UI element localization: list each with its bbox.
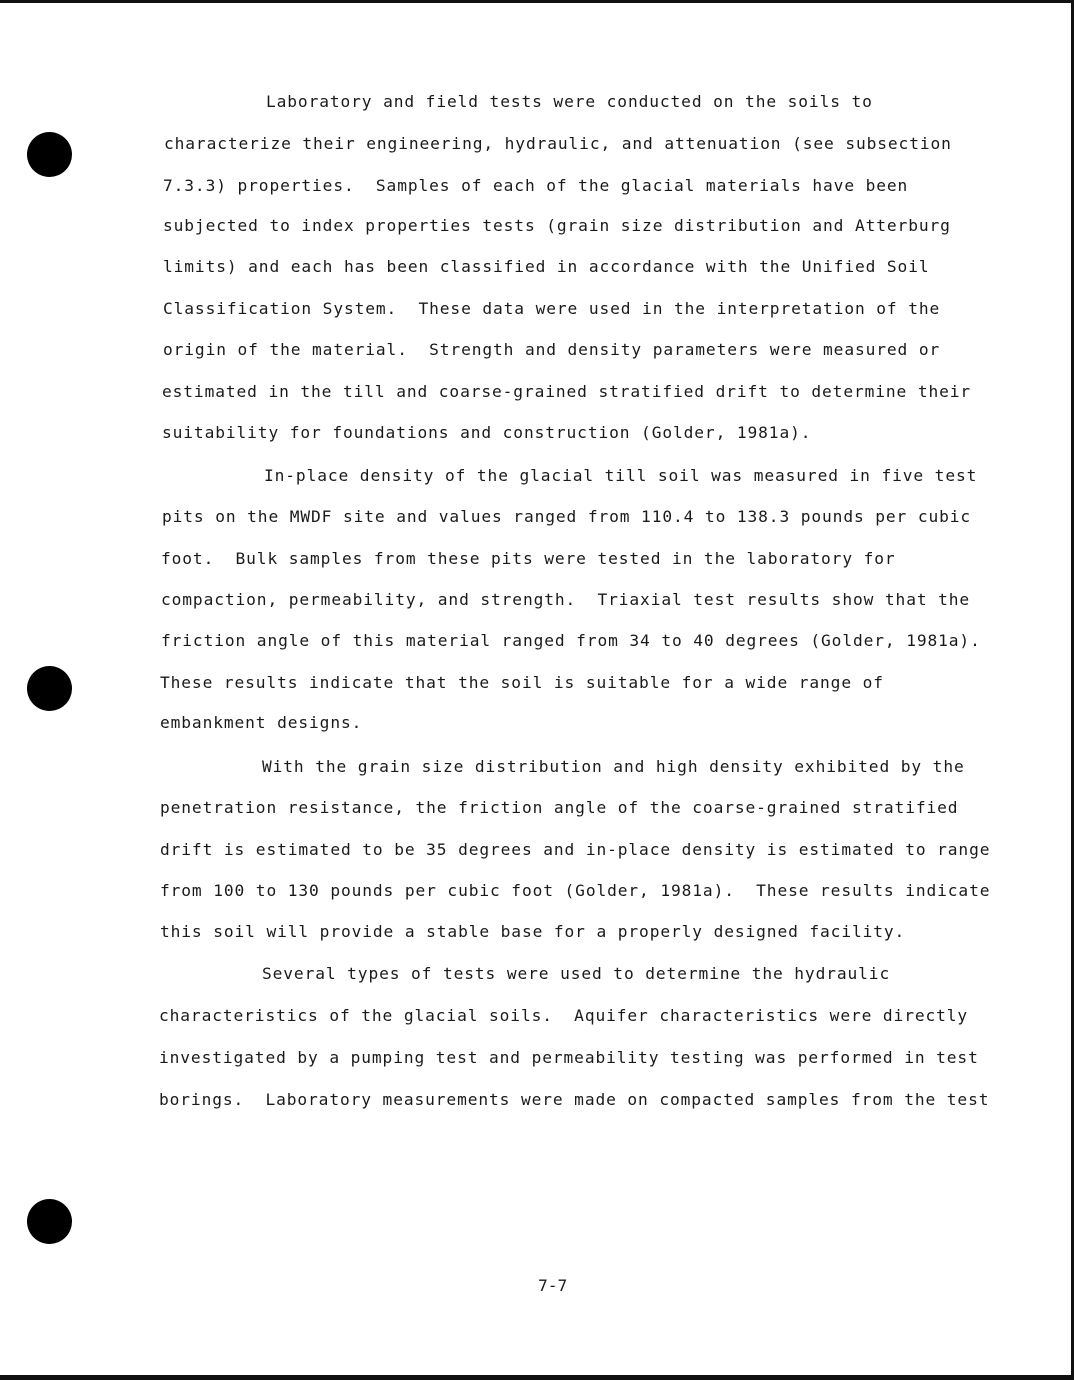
- text-line: Several types of tests were used to determine the hydraulic: [262, 964, 891, 983]
- text-line: compaction, permeability, and strength. Triaxial test results show that the: [161, 590, 971, 609]
- text-line: estimated in the till and coarse-grained stratified drift to determine their: [162, 382, 972, 401]
- text-line: 7.3.3) properties. Samples of each of the glacial materials have been: [163, 176, 909, 195]
- text-line: characteristics of the glacial soils. Aquifer characteristics were directly: [159, 1006, 969, 1025]
- text-line: borings. Laboratory measurements were made on compacted samples from the test: [159, 1090, 990, 1109]
- text-line: this soil will provide a stable base for a properly designed facility.: [160, 922, 906, 941]
- text-line: penetration resistance, the friction angle of the coarse-grained stratified: [160, 798, 959, 817]
- punch-hole: [27, 1199, 72, 1244]
- text-line: In-place density of the glacial till soil was measured in five test: [264, 466, 978, 485]
- text-line: from 100 to 130 pounds per cubic foot (Golder, 1981a). These results indicate: [160, 881, 991, 900]
- punch-hole: [27, 132, 72, 177]
- text-line: characterize their engineering, hydraulic, and attenuation (see subsection: [164, 134, 952, 153]
- text-line: origin of the material. Strength and density parameters were measured or: [163, 340, 941, 359]
- text-line: With the grain size distribution and high density exhibited by the: [262, 757, 965, 776]
- text-line: Laboratory and field tests were conducted on the soils to: [266, 92, 873, 111]
- text-line: subjected to index properties tests (grain size distribution and Atterburg: [163, 216, 951, 235]
- text-line: Classification System. These data were used in the interpretation of the: [163, 299, 941, 318]
- text-line: These results indicate that the soil is suitable for a wide range of: [160, 673, 884, 692]
- text-line: foot. Bulk samples from these pits were tested in the laboratory for: [161, 549, 896, 568]
- text-line: limits) and each has been classified in accordance with the Unified Soil: [163, 257, 930, 276]
- punch-hole: [27, 666, 72, 711]
- text-line: investigated by a pumping test and permeability testing was performed in test: [159, 1048, 979, 1067]
- page-number: 7-7: [538, 1276, 568, 1295]
- text-line: drift is estimated to be 35 degrees and in-place density is estimated to range: [160, 840, 991, 859]
- text-line: friction angle of this material ranged from 34 to 40 degrees (Golder, 1981a).: [161, 631, 981, 650]
- text-line: suitability for foundations and construction (Golder, 1981a).: [162, 423, 812, 442]
- text-line: pits on the MWDF site and values ranged from 110.4 to 138.3 pounds per cubic: [162, 507, 972, 526]
- text-line: embankment designs.: [160, 713, 363, 732]
